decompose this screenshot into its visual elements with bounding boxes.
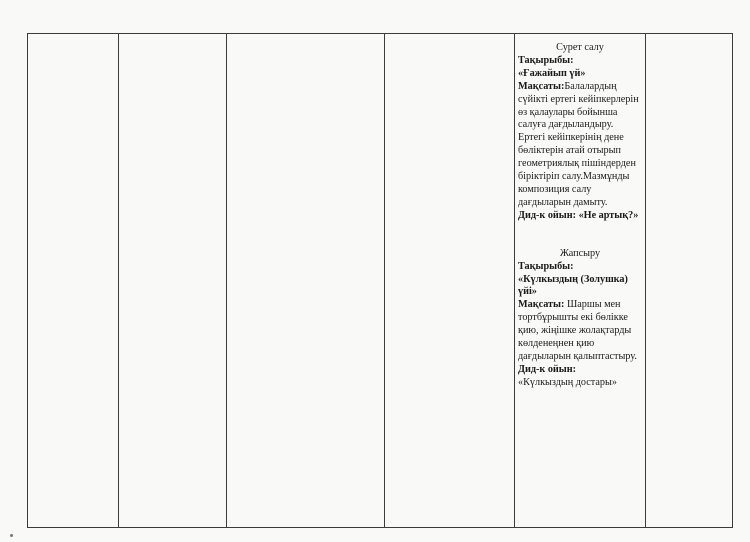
applique-topic-label: Тақырыбы: xyxy=(518,260,574,272)
drawing-goal xyxy=(518,81,642,210)
applique-goal-label: Мақсаты: xyxy=(518,299,565,311)
column-divider-3 xyxy=(384,33,385,528)
applique-game-title: «Күлкыздың достары» xyxy=(518,376,617,388)
applique-heading: Жапсыру xyxy=(559,247,601,259)
table-right-border xyxy=(732,33,733,528)
applique-game-label: Дид-к ойын: xyxy=(518,363,577,375)
applique-goal-text: Шаршы мен тортбұрышты екі бөлікке қию, жіңішке жолақтарды көлденеңнен қию дағдыларын қалыптастыру. xyxy=(518,299,637,362)
table-bottom-border xyxy=(27,527,733,528)
applique-goal xyxy=(518,299,642,364)
scan-speck xyxy=(10,534,13,537)
table-left-border xyxy=(27,33,28,528)
activity-cell xyxy=(518,42,642,390)
drawing-goal-text: Балалардың сүйікті ертегі кейіпкерлерін өз қалаулары бойынша салуға дағдыландыру. Ертегі кейіпкерінің дене бөліктерін атай отырып геометриялық пішіндерден біріктіріп салу.Мазмұнды композиция салу дағдыларын дамыту. xyxy=(518,80,639,208)
drawing-topic-title: «Ғажайып үй» xyxy=(518,67,586,79)
column-divider-2 xyxy=(226,33,227,528)
drawing-game: Дид-к ойын: «Не артық?» xyxy=(518,209,639,221)
column-divider-4 xyxy=(514,33,515,528)
drawing-topic-label: Тақырыбы: xyxy=(518,54,574,66)
table-top-border xyxy=(27,33,733,34)
column-divider-5 xyxy=(645,33,646,528)
applique-topic-title: «Күлкыздың (Золушка) үйі» xyxy=(518,273,628,298)
drawing-goal-label: Мақсаты: xyxy=(518,80,565,92)
section-spacer xyxy=(518,223,642,248)
column-divider-1 xyxy=(118,33,119,528)
drawing-heading: Сурет салу xyxy=(556,42,604,53)
